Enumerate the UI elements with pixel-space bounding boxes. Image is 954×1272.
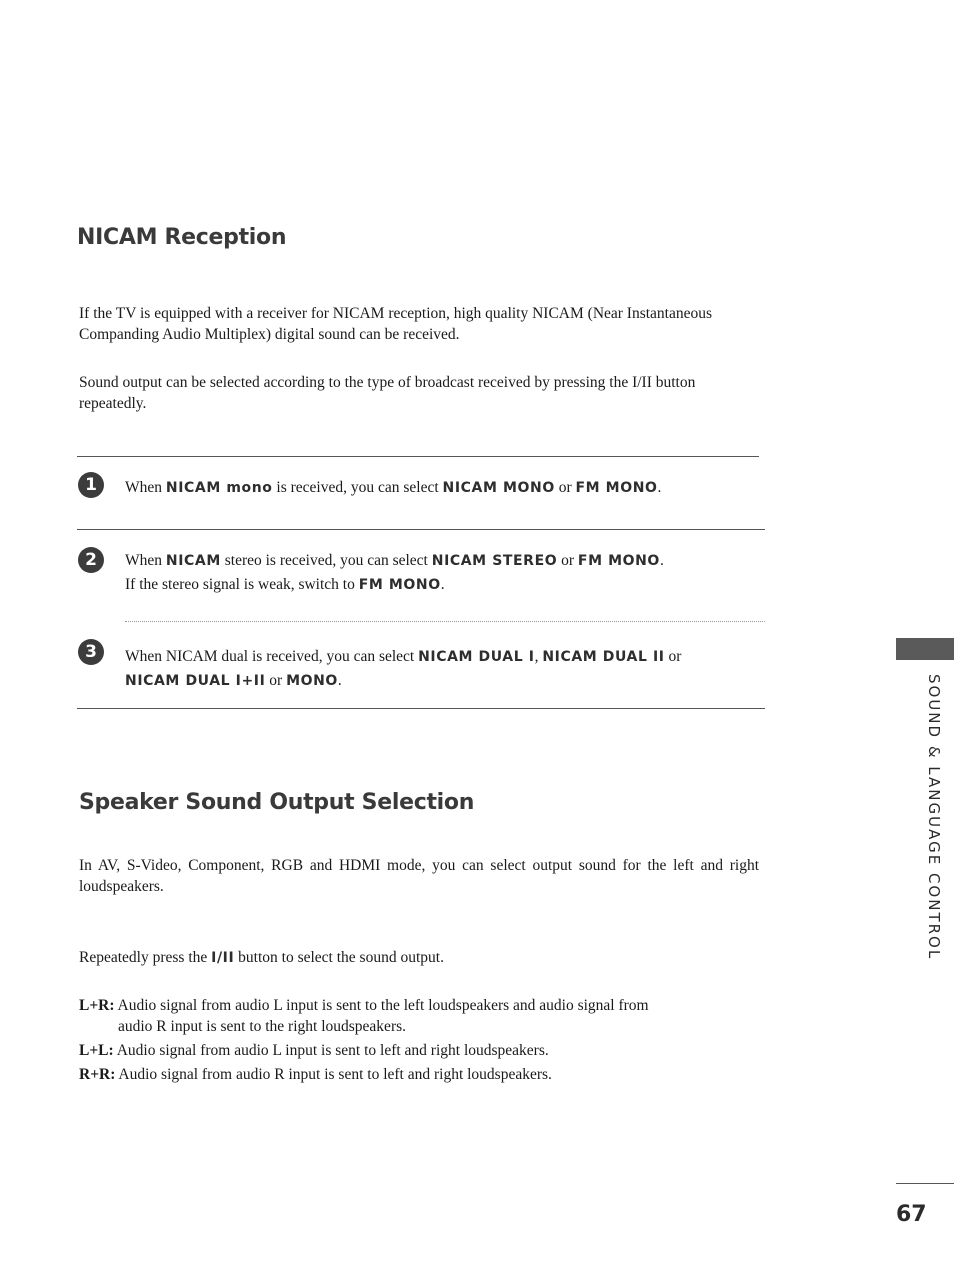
keyword: FM MONO bbox=[358, 577, 441, 593]
press-instruction: Repeatedly press the I/II button to select the sound output. bbox=[79, 949, 444, 966]
step-3-text: When NICAM dual is received, you can select NICAM DUAL I, NICAM DUAL II or NICAM DUAL I+II or MONO. bbox=[125, 648, 682, 689]
output-item-rr: R+R: Audio signal from audio R input is sent to left and right loudspeakers. bbox=[79, 1066, 552, 1083]
keyword: FM MONO bbox=[577, 553, 660, 569]
keyword: NICAM DUAL I+II bbox=[125, 673, 266, 689]
page-number-rule bbox=[896, 1183, 954, 1184]
output-label: L+L: bbox=[79, 1042, 114, 1059]
divider bbox=[77, 708, 765, 709]
section-side-label: SOUND & LANGUAGE CONTROL bbox=[925, 674, 943, 961]
step-2-text: When NICAM stereo is received, you can select NICAM STEREO or FM MONO. If the stereo signal is weak, switch to FM MONO. bbox=[125, 552, 664, 593]
section-tab-marker bbox=[896, 638, 954, 660]
keyword: MONO bbox=[286, 673, 338, 689]
divider bbox=[77, 456, 759, 457]
nicam-intro-paragraph: If the TV is equipped with a receiver for NICAM reception, high quality NICAM (Near Instantaneous Companding Audio Multiplex) digital sound can be received. bbox=[79, 305, 713, 343]
output-item-lr: L+R: Audio signal from audio L input is sent to the left loudspeakers and audio signal from audio R input is sent to the right loudspeakers. bbox=[79, 997, 649, 1035]
keyword: NICAM mono bbox=[165, 480, 273, 496]
keyword: NICAM DUAL II bbox=[542, 649, 665, 665]
step-number-3: 3 bbox=[78, 639, 104, 665]
step-1-text: When NICAM mono is received, you can select NICAM MONO or FM MONO. bbox=[125, 479, 662, 496]
keyword: I/II bbox=[211, 950, 235, 966]
output-label: L+R: bbox=[79, 997, 115, 1014]
section-title-speaker: Speaker Sound Output Selection bbox=[79, 790, 475, 815]
keyword: NICAM STEREO bbox=[431, 553, 558, 569]
output-label: R+R: bbox=[79, 1066, 116, 1083]
nicam-sound-paragraph: Sound output can be selected according to the type of broadcast received by pressing the I/II button repeatedly. bbox=[79, 374, 696, 412]
step-number-2: 2 bbox=[78, 547, 104, 573]
output-item-ll: L+L: Audio signal from audio L input is sent to left and right loudspeakers. bbox=[79, 1042, 549, 1059]
page-number: 67 bbox=[896, 1202, 927, 1227]
speaker-intro-paragraph: In AV, S-Video, Component, RGB and HDMI mode, you can select output sound for the left and right loudspeakers. bbox=[79, 857, 759, 895]
keyword: NICAM bbox=[165, 553, 221, 569]
dotted-divider bbox=[125, 621, 765, 622]
divider bbox=[77, 529, 765, 530]
keyword: NICAM MONO bbox=[442, 480, 555, 496]
keyword: NICAM DUAL I bbox=[418, 649, 535, 665]
keyword: FM MONO bbox=[575, 480, 658, 496]
step-number-1: 1 bbox=[78, 472, 104, 498]
section-title-nicam: NICAM Reception bbox=[77, 225, 287, 250]
